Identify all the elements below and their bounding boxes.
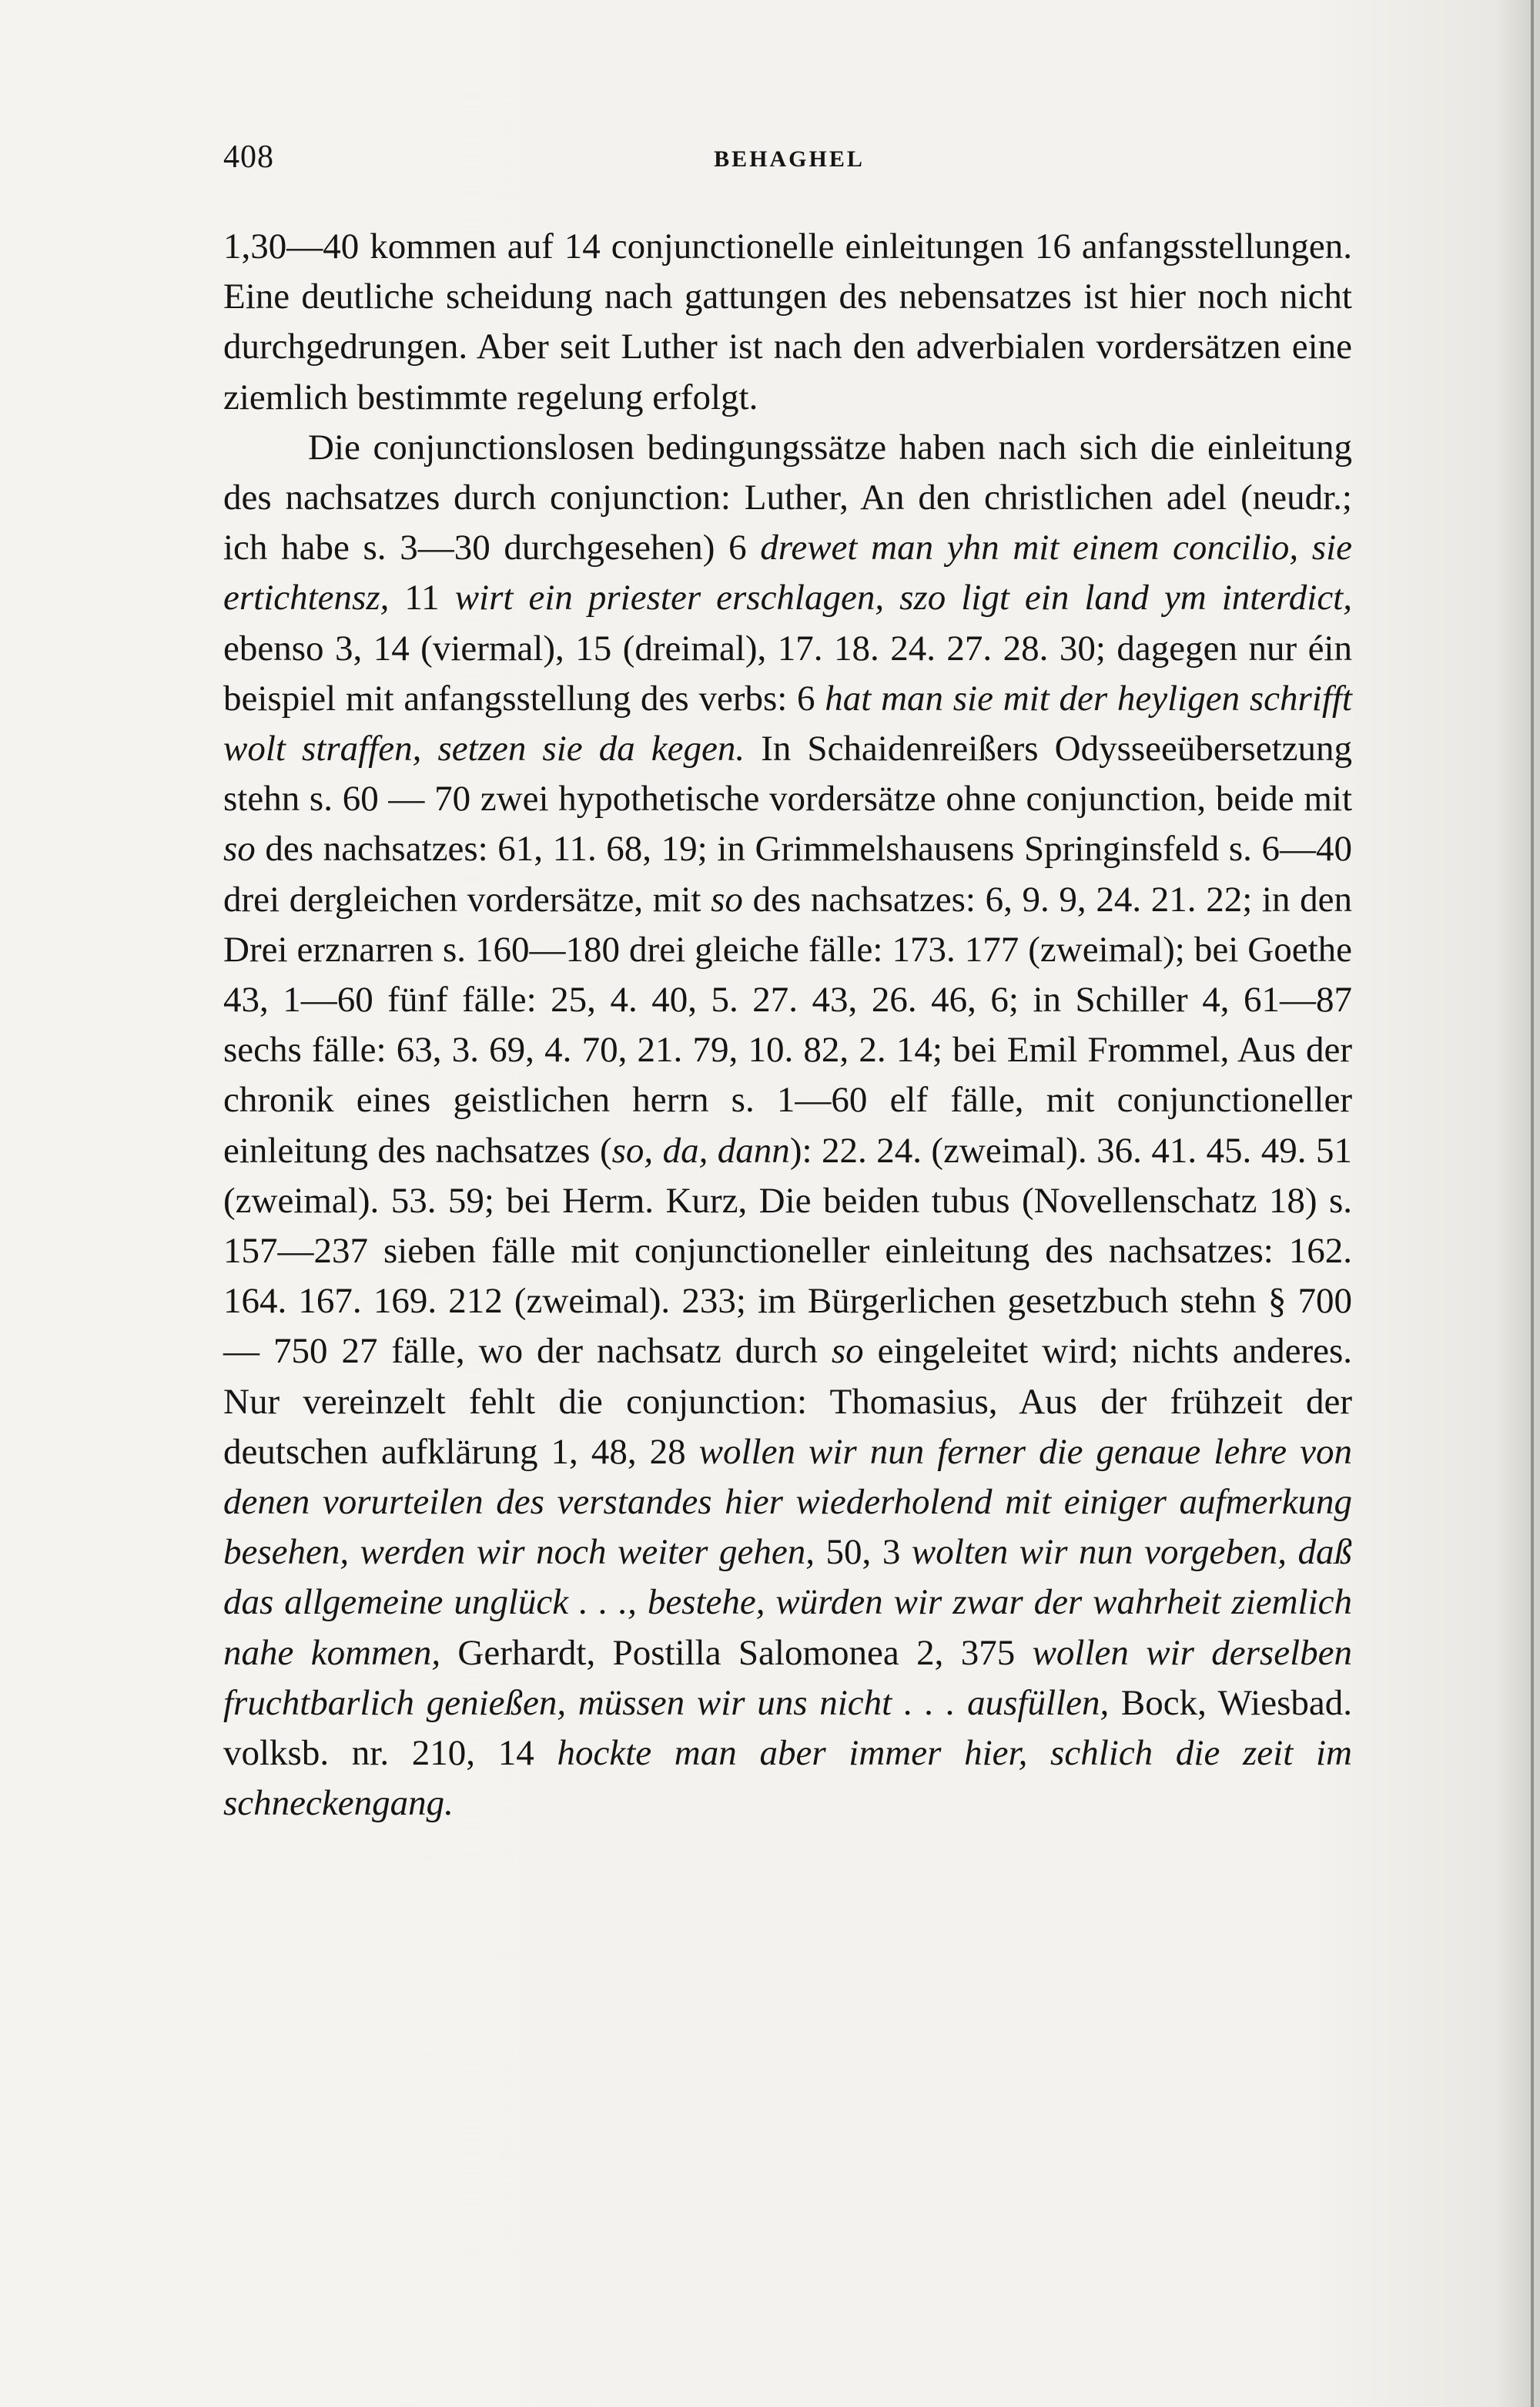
- paragraph: [223, 222, 1352, 423]
- text-run: Die conjunctionslosen bedingungssätze haben nach sich die einleitung des nachsatzes durch conjunction: Luther, An den christlichen adel (neudr.; ich habe s. 3—30 durchgesehen) 6: [223, 427, 1352, 568]
- italic-quote: so: [831, 1331, 864, 1372]
- running-head: BEHAGHEL: [714, 146, 865, 172]
- italic-quote: so: [223, 829, 256, 870]
- body-text: [223, 222, 1352, 1829]
- text-run: 50, 3: [815, 1532, 912, 1573]
- text-run: des nachsatzes: 61, 11. 68, 19; in Grimmelshausens Springinsfeld s. 6—40 drei dergleichen vordersätze, mit: [223, 829, 1352, 920]
- italic-quote: hat man sie mit der heyligen schrifft wolt straffen, setzen sie da kegen.: [223, 678, 1352, 769]
- italic-quote: wollen wir nun ferner die genaue lehre von denen vorurteilen des verstandes hier wiederholend mit einiger aufmerkung besehen, werden wir noch weiter gehen,: [223, 1431, 1352, 1573]
- italic-quote: so, da, dann: [611, 1130, 790, 1171]
- text-run: 1,30—40 kommen auf 14 conjunctionelle einleitungen 16 anfangsstellungen. Eine deutliche scheidung nach gattungen des nebensatzes ist hier noch nicht durchgedrungen. Aber seit Luther ist nach den adverbialen vordersätzen eine ziemlich bestimmte regelung erfolgt.: [223, 226, 1352, 417]
- text-run: Bock, Wiesbad. volksb. nr. 210, 14: [223, 1682, 1352, 1774]
- text-run: Gerhardt, Postilla Salomonea 2, 375: [440, 1632, 1033, 1673]
- text-run: ebenso 3, 14 (viermal), 15 (dreimal), 17. 18. 24. 27. 28. 30; dagegen nur éin beispiel mit anfangsstellung des verbs: 6: [223, 628, 1352, 719]
- italic-quote: wollen wir derselben fruchtbarlich genießen, müssen wir uns nicht . . . ausfüllen,: [223, 1632, 1353, 1723]
- page-number: 408: [223, 139, 274, 175]
- italic-quote: so: [711, 879, 743, 920]
- text-run: In Schaidenreißers Odysseeübersetzung stehn s. 60 — 70 zwei hypothetische vordersätze ohne conjunction, beide mit: [223, 729, 1352, 820]
- page-header: [223, 139, 1355, 185]
- page-edge-shadow: [1531, 0, 1534, 2407]
- italic-quote: wolten wir nun vorgeben, daß das allgemeine unglück . . ., bestehe, würden wir zwar der wahrheit ziemlich nahe kommen,: [223, 1532, 1353, 1673]
- text-run: ): 22. 24. (zweimal). 36. 41. 45. 49. 51 (zweimal). 53. 59; bei Herm. Kurz, Die beiden tubus (Novellenschatz 18) s. 157—237 sieben fälle mit conjunctioneller einleitung des nachsatzes: 162. 164. 167. 169. 212 (zweimal). 233; im Bürgerlichen gesetzbuch stehn § 700 — 750 27 fälle, wo der nachsatz durch: [223, 1130, 1352, 1372]
- text-run: des nachsatzes: 6, 9. 9, 24. 21. 22; in den Drei erznarren s. 160—180 drei gleiche fälle: 173. 177 (zweimal); bei Goethe 43, 1—60 fünf fälle: 25, 4. 40, 5. 27. 43, 26. 46, 6; in Schiller 4, 61—87 sechs fälle: 63, 3. 69, 4. 70, 21. 79, 10. 82, 2. 14; bei Emil Frommel, Aus der chronik eines geistlichen herrn s. 1—60 elf fälle, mit conjunctioneller einleitung des nachsatzes (: [223, 879, 1353, 1171]
- text-run: 11: [389, 578, 455, 619]
- italic-quote: hockte man aber immer hier, schlich die zeit im schneckengang.: [223, 1733, 1352, 1824]
- italic-quote: wirt ein priester erschlagen, szo ligt ein land ym interdict,: [454, 578, 1352, 619]
- text-run: eingeleitet wird; nichts anderes. Nur vereinzelt fehlt die conjunction: Thomasius, Aus der frühzeit der deutschen aufklärung 1, 48, 28: [223, 1331, 1352, 1472]
- italic-quote: drewet man yhn mit einem concilio, sie ertichtensz,: [223, 528, 1352, 619]
- paragraph: [223, 423, 1352, 1829]
